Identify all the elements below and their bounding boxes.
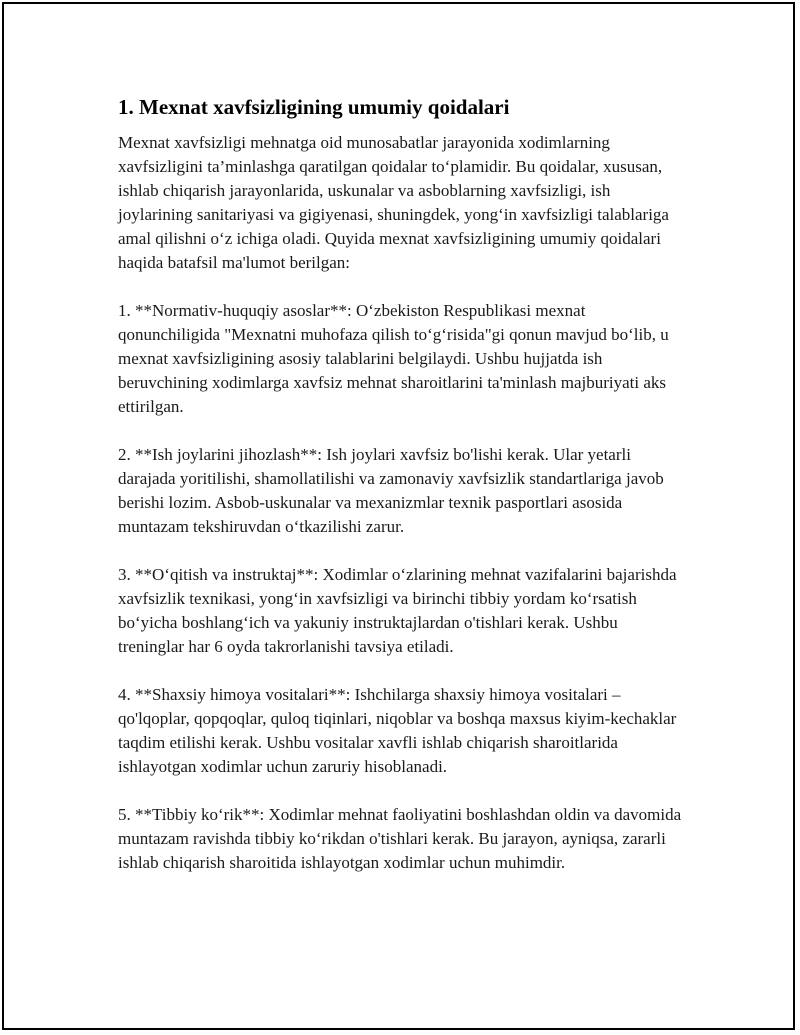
document-body [118, 93, 688, 899]
section-1-paragraph: 1. **Normativ-huquqiy asoslar**: O‘zbekiston Respublikasi mexnat qonunchiligida "Mexnatni muhofaza qilish to‘g‘risida"gi qonun mavjud bo‘lib, u mexnat xavfsizligining asosiy talablarini belgilaydi. Ushbu hujjatda ish beruvchining xodimlarga xavfsiz mehnat sharoitlarini ta'minlash majburiyati aks ettirilgan. [118, 301, 669, 416]
section-4-paragraph: 4. **Shaxsiy himoya vositalari**: Ishchilarga shaxsiy himoya vositalari – qo'lqoplar, qopqoqlar, quloq tiqinlari, niqoblar va boshqa maxsus kiyim-kechaklar taqdim etilishi kerak. Ushbu vositalar xavfli ishlab chiqarish sharoitlarida ishlayotgan xodimlar uchun zaruriy hisoblanadi. [118, 685, 677, 776]
document-title: 1. Mexnat xavfsizligining umumiy qoidalari [118, 95, 510, 119]
section-3-paragraph: 3. **O‘qitish va instruktaj**: Xodimlar o‘zlarining mehnat vazifalarini bajarishda xavfsizlik texnikasi, yong‘in xavfsizligi va birinchi tibbiy yordam ko‘rsatish bo‘yicha boshlang‘ich va yakuniy instruktajlardan o'tishlari kerak. Ushbu treninglar har 6 oyda takrorlanishi tavsiya etiladi. [118, 565, 677, 656]
intro-paragraph: Mexnat xavfsizligi mehnatga oid munosabatlar jarayonida xodimlarning xavfsizligini ta’minlashga qaratilgan qoidalar to‘plamidir. Bu qoidalar, xususan, ishlab chiqarish jarayonlarida, uskunalar va asboblarning xavfsizligi, ish joylarining sanitariyasi va gigiyenasi, shuningdek, yong‘in xavfsizligi talablariga amal qilishni o‘z ichiga oladi. Quyida mexnat xavfsizligining umumiy qoidalari haqida batafsil ma'lumot berilgan: [118, 133, 669, 272]
section-5-paragraph: 5. **Tibbiy ko‘rik**: Xodimlar mehnat faoliyatini boshlashdan oldin va davomida muntazam ravishda tibbiy ko‘rikdan o'tishlari kerak. Bu jarayon, ayniqsa, zararli ishlab chiqarish sharoitida ishlayotgan xodimlar uchun muhimdir. [118, 805, 682, 872]
section-2-paragraph: 2. **Ish joylarini jihozlash**: Ish joylari xavfsiz bo'lishi kerak. Ular yetarli darajada yoritilishi, shamollatilishi va zamonaviy xavfsizlik standartlariga javob berishi lozim. Asbob-uskunalar va mexanizmlar texnik pasportlari asosida muntazam tekshiruvdan o‘tkazilishi zarur. [118, 445, 664, 536]
